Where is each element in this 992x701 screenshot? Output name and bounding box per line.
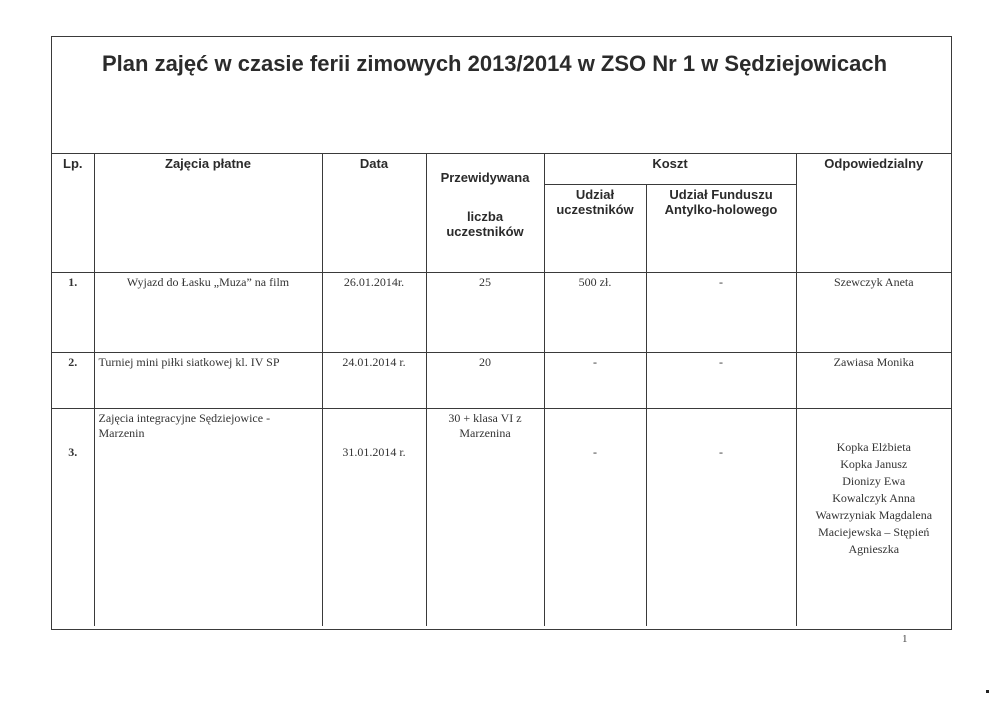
responsible-person: Dionizy Ewa [842,473,906,488]
responsible-person: Kopka Janusz [840,456,908,471]
cell-udzial-uczestnikow: 500 zł. [544,272,646,352]
schedule-table [52,154,951,626]
cell-data: 31.01.2014 r. [322,408,426,626]
cell-liczba: 25 [426,272,544,352]
header-przewidywana: Przewidywana [440,170,530,185]
cell-odpowiedzialny: Zawiasa Monika [796,352,951,408]
responsible-person: Wawrzyniak Magdalena [815,507,933,522]
cell-odpowiedzialny: Szewczyk Aneta [796,272,951,352]
cell-odpowiedzialny [796,408,951,626]
header-koszt: Koszt [544,154,796,184]
cell-liczba: 20 [426,352,544,408]
table-row [52,408,951,626]
page-title: Plan zajęć w czasie ferii zimowych 2013/2014 w ZSO Nr 1 w Sędziejowicach [102,51,888,76]
cell-zajecia: Wyjazd do Łasku „Muza” na film [94,272,322,352]
header-lp: Lp. [52,154,94,272]
header-data: Data [322,154,426,272]
scan-mark [986,690,989,693]
header-odpowiedzialny: Odpowiedzialny [796,154,951,272]
table-row [52,272,951,352]
cell-zajecia: Zajęcia integracyjne Sędziejowice - Marzenin [94,408,322,626]
header-udzial-uczestnikow: Udział uczestników [544,184,646,272]
cell-data: 24.01.2014 r. [322,352,426,408]
responsible-list [801,411,948,558]
table-row [52,352,951,408]
cell-lp: 3. [52,408,94,626]
page-number: 1 [902,633,908,645]
responsible-person: Maciejewska – Stępień [818,524,930,539]
title-block [52,37,951,154]
cell-data: 26.01.2014r. [322,272,426,352]
cell-udzial-funduszu: - [646,408,796,626]
header-zajecia: Zajęcia płatne [94,154,322,272]
cell-udzial-funduszu: - [646,352,796,408]
cell-lp: 1. [52,272,94,352]
responsible-person: Agnieszka [848,541,900,556]
responsible-person: Kopka Elżbieta [836,439,911,454]
header-liczba-uczestnikow [426,154,544,272]
document-sheet [51,36,952,630]
cell-udzial-uczestnikow: - [544,408,646,626]
header-row-1 [52,154,951,184]
cell-liczba: 30 + klasa VI z Marzenina [426,408,544,626]
header-udzial-funduszu: Udział Funduszu Antylko-holowego [646,184,796,272]
cell-udzial-funduszu: - [646,272,796,352]
cell-udzial-uczestnikow: - [544,352,646,408]
header-liczba: liczba uczestników [446,209,524,239]
cell-lp: 2. [52,352,94,408]
responsible-person: Kowalczyk Anna [832,490,916,505]
cell-zajecia: Turniej mini piłki siatkowej kl. IV SP [94,352,322,408]
